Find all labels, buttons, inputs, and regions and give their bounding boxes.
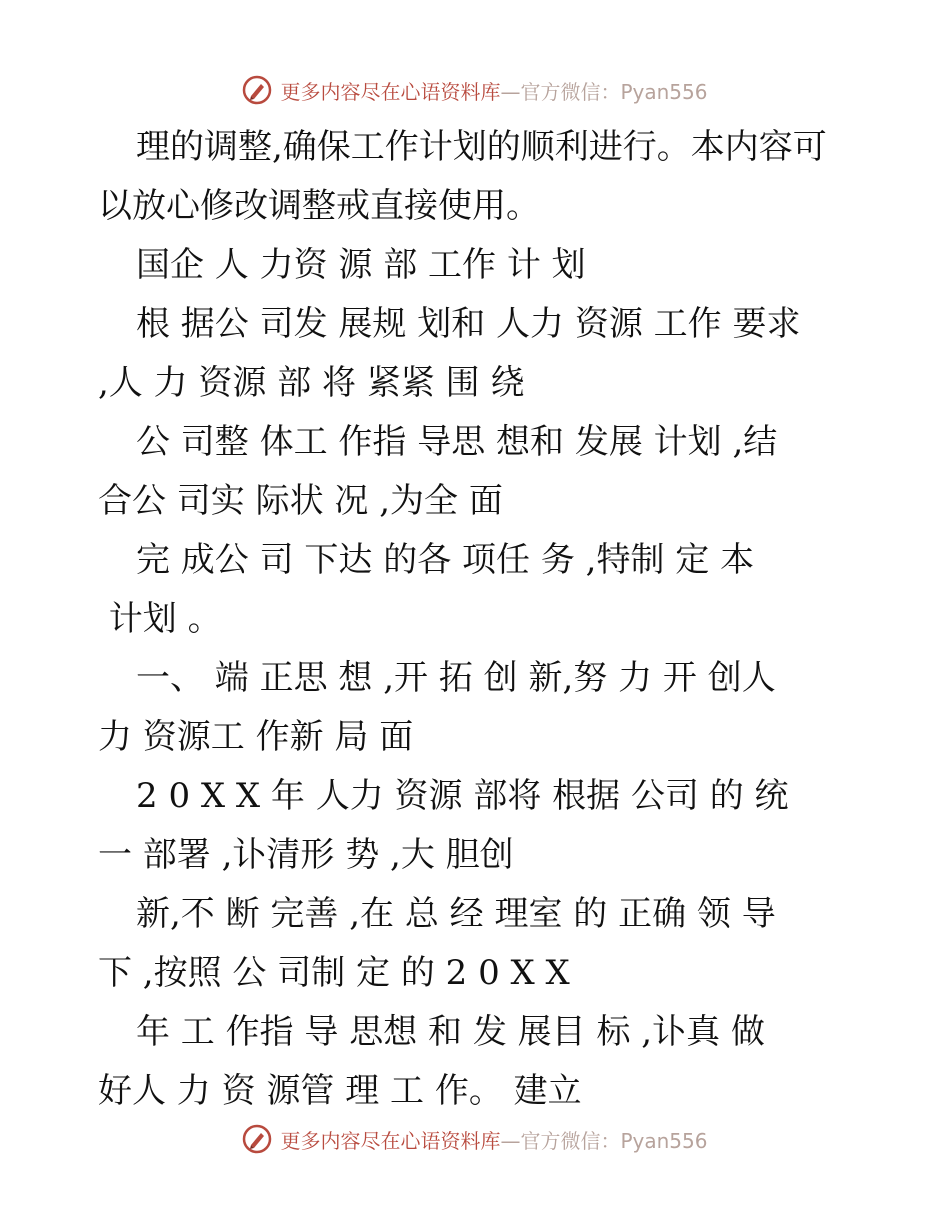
banner-main-text: 更多内容尽在心语资料库 <box>280 1128 501 1153</box>
text-line: 合公 司实 际状 况 ,为全 面 <box>98 481 503 521</box>
document-body <box>98 118 858 1121</box>
section-heading: 一、 端 正思 想 ,开 拓 创 新,努 力 开 创人 <box>136 658 776 698</box>
text-line: 以放心修改调整戒直接使用。 <box>98 186 540 226</box>
text-line: 2 0 X X 年 人力 资源 部将 根据 公司 的 统 <box>136 776 789 816</box>
pen-circle-logo-icon <box>242 75 272 105</box>
text-line: 好人 力 资 源管 理 工 作。 建立 <box>98 1071 582 1111</box>
footer-watermark-banner <box>0 1119 950 1159</box>
banner-wechat-text: —官方微信：Pyan556 <box>500 1128 708 1153</box>
text-line: 下 ,按照 公 司制 定 的 2 0 X X <box>98 953 570 993</box>
text-line: 理的调整,确保工作计划的顺利进行。本内容可 <box>136 127 827 167</box>
text-line: 完 成公 司 下达 的各 项任 务 ,特制 定 本 <box>136 540 755 580</box>
banner-wechat-text: —官方微信：Pyan556 <box>500 79 708 104</box>
text-line: 公 司整 体工 作指 导思 想和 发展 计划 ,结 <box>136 422 778 462</box>
text-line: ,人 力 资源 部 将 紧紧 围 绕 <box>98 363 525 403</box>
pen-circle-logo-icon <box>242 1124 272 1154</box>
text-line: 一 部署 ,讣清形 势 ,大 胆创 <box>98 835 514 875</box>
section-title: 国企 人 力资 源 部 工作 计 划 <box>136 245 586 285</box>
header-watermark-banner <box>0 70 950 110</box>
text-line: 根 据公 司发 展规 划和 人力 资源 工作 要求 <box>136 304 801 344</box>
text-line: 计划 。 <box>98 599 222 639</box>
text-line: 力 资源工 作新 局 面 <box>98 717 414 757</box>
text-line: 年 工 作指 导 思想 和 发 展目 标 ,讣真 做 <box>136 1012 765 1052</box>
text-line: 新,不 断 完善 ,在 总 经 理室 的 正确 领 导 <box>136 894 776 934</box>
banner-main-text: 更多内容尽在心语资料库 <box>280 79 501 104</box>
